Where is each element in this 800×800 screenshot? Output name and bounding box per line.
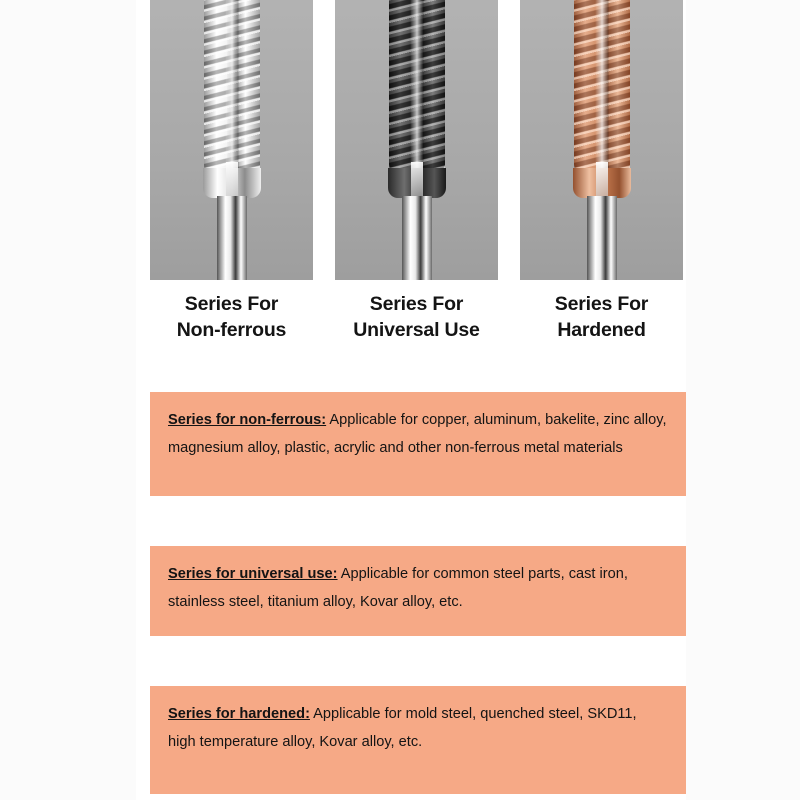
thread-mill-tool-icon (194, 0, 270, 280)
product-label-line2: Universal Use (353, 318, 480, 341)
product-label-hardened (520, 292, 683, 343)
product-label-line2: Hardened (557, 318, 646, 341)
product-card-non-ferrous (150, 0, 313, 343)
product-card-universal (335, 0, 498, 343)
product-label-non-ferrous (150, 292, 313, 343)
description-text-universal: Applicable for common steel parts, cast iron, stainless steel, titanium alloy, Kovar alloy, etc. (168, 566, 628, 611)
thread-mill-universal-photo (335, 0, 498, 280)
description-text-non-ferrous: Applicable for copper, aluminum, bakelite, zinc alloy, magnesium alloy, plastic, acrylic and other non-ferrous metal materials (168, 412, 667, 457)
thread-mill-tool-icon (379, 0, 455, 280)
product-label-line1: Series For (554, 293, 649, 315)
description-block-non-ferrous (150, 392, 686, 496)
product-label-line1: Series For (184, 293, 279, 315)
description-lead-universal: Series for universal use: (168, 566, 338, 582)
right-gutter (686, 0, 800, 800)
thread-mill-hardened-photo (520, 0, 683, 280)
page-content (136, 0, 686, 800)
product-image-row (136, 0, 686, 343)
thread-mill-non-ferrous-photo (150, 0, 313, 280)
description-list (150, 392, 686, 794)
product-label-line1: Series For (369, 293, 464, 315)
description-block-universal (150, 546, 686, 636)
description-lead-hardened: Series for hardened: (168, 706, 310, 722)
description-text-hardened: Applicable for mold steel, quenched steel, SKD11, high temperature alloy, Kovar alloy, etc. (168, 706, 637, 751)
left-gutter (0, 0, 136, 800)
description-block-hardened (150, 686, 686, 794)
product-card-hardened (520, 0, 683, 343)
product-label-universal (335, 292, 498, 343)
product-label-line2: Non-ferrous (176, 318, 287, 341)
thread-mill-tool-icon (564, 0, 640, 280)
description-lead-non-ferrous: Series for non-ferrous: (168, 412, 327, 428)
